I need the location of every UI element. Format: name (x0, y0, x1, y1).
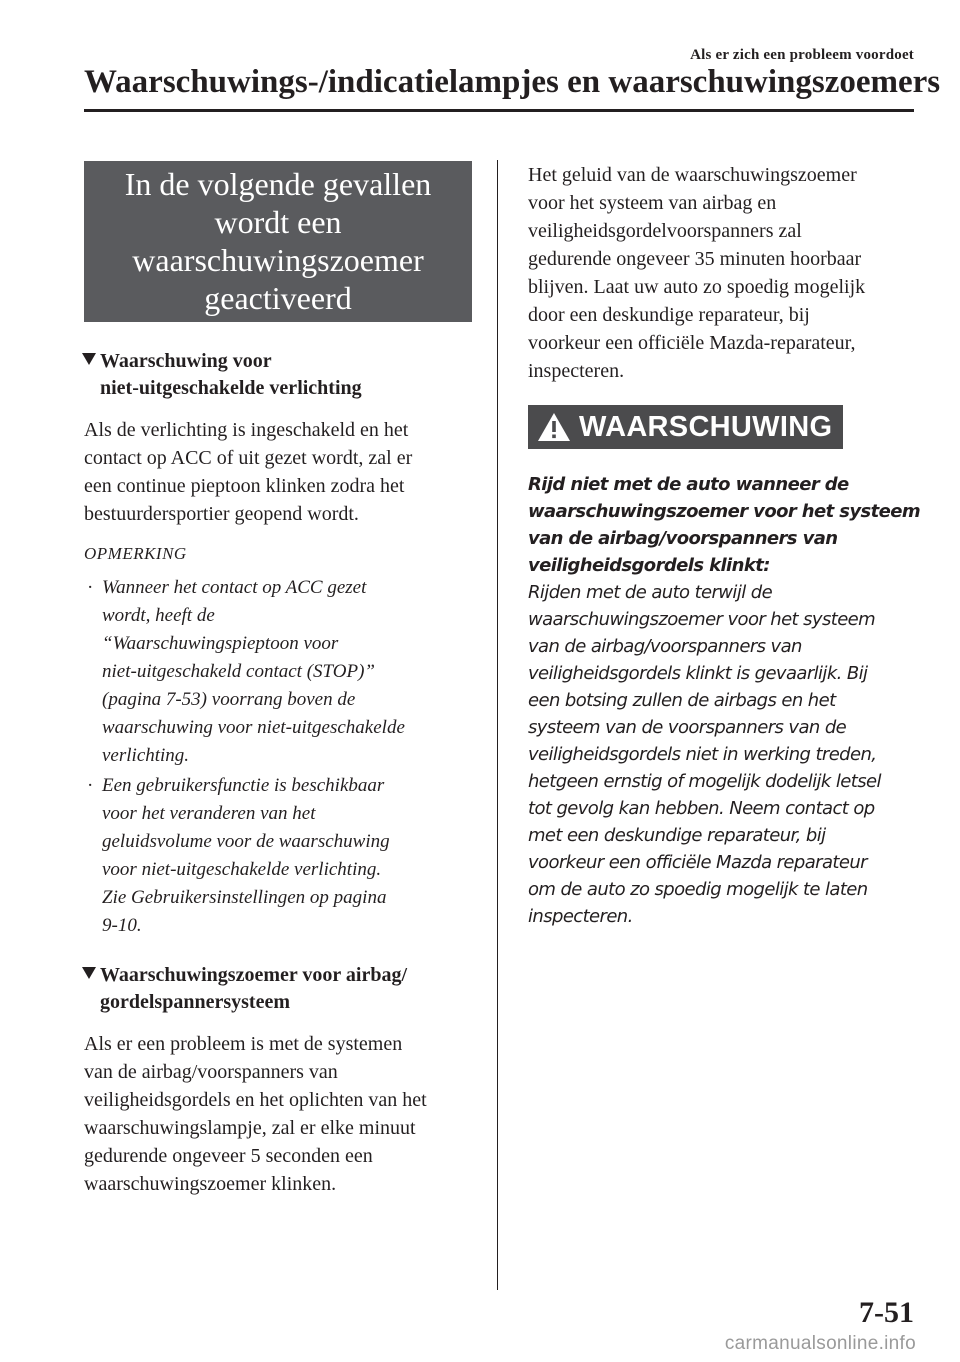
bullet-icon: · (87, 775, 94, 796)
warning-text: Rijd niet met de auto wanneer de waarschuwingszoemer voor het systeem van de airbag/voorspanners van veiligheidsgordels klinkt: Rijden met de auto terwijl de waarschuwingszoemer voor het systeem van de airbag/voorspanners van veiligheidsgordels klinkt is gevaarlijk. Bij een botsing zullen de airbags en het systeem van de voorspanners van de veiligheidsgordels niet in werking treden, hetgeen ernstig of mogelijk dodelijk letsel tot gevolg kan hebben. Neem contact op met een deskundige reparateur, bij voorkeur een officiële Mazda reparateur om de auto zo spoedig mogelijk te laten inspecteren. (528, 474, 921, 927)
note-label: OPMERKING (84, 544, 187, 563)
warning-label: WAARSCHUWING (579, 410, 833, 443)
chapter-title: Waarschuwings-/indicatielampjes en waarschuwingszoemers (84, 64, 941, 100)
note-item: · Een gebruikersfunctie is beschikbaar voor het veranderen van het geluidsvolume voor de waarschuwing voor niet-uitgeschakelde verlichting. Zie Gebruikersinstellingen op pagina 9-10. (84, 772, 472, 940)
section-title-line: wordt een (214, 204, 342, 240)
bullet-icon: · (87, 577, 94, 598)
triangle-down-icon (82, 966, 96, 980)
column-divider (497, 160, 498, 1290)
warning-banner (528, 405, 843, 449)
running-head: Als er zich een probleem voordoet (690, 47, 914, 63)
note-item: · Wanneer het contact op ACC gezet wordt, heeft de “Waarschuwingspieptoon voor niet-uitgeschakeld contact (STOP)” (pagina 7-53) voorrang boven de waarschuwing voor niet-uitgeschakelde verlichting. (84, 574, 472, 770)
left-column (84, 161, 472, 1198)
lighting-paragraph: Als de verlichting is ingeschakeld en het contact op ACC of uit gezet wordt, zal er een continue pieptoon klinken zodra het bestuurdersportier geopend wordt. (84, 419, 413, 525)
warning-triangle-icon (537, 412, 571, 442)
buzzer-duration-paragraph: Het geluid van de waarschuwingszoemer voor het systeem van airbag en veiligheidsgordelvoorspanners zal gedurende ongeveer 35 minuten hoorbaar blijven. Laat uw auto zo spoedig mogelijk door een deskundige reparateur, bij voorkeur een officiële Mazda-reparateur, inspecteren. (528, 164, 866, 382)
watermark: carmanualsonline.info (724, 1333, 916, 1354)
section-title-box (84, 161, 472, 322)
section-title-line: geactiveerd (204, 280, 352, 316)
subsection-heading-lighting: Waarschuwing voor niet-uitgeschakelde verlichting (84, 348, 472, 402)
section-title-line: In de volgende gevallen (124, 166, 432, 202)
header-rule (84, 109, 914, 112)
airbag-paragraph: Als er een probleem is met de systemen van de airbag/voorspanners van veiligheidsgordels en het oplichten van het waarschuwingslampje, zal er elke minuut gedurende ongeveer 5 seconden een waarschuwingszoemer klinken. (84, 1033, 427, 1195)
section-title-line: waarschuwingszoemer (132, 242, 424, 278)
subsection-heading-airbag: Waarschuwingszoemer voor airbag/ gordelspannersysteem (84, 962, 472, 1016)
triangle-down-icon (82, 352, 96, 366)
page-number: 7-51 (859, 1296, 914, 1329)
right-column (528, 161, 921, 930)
